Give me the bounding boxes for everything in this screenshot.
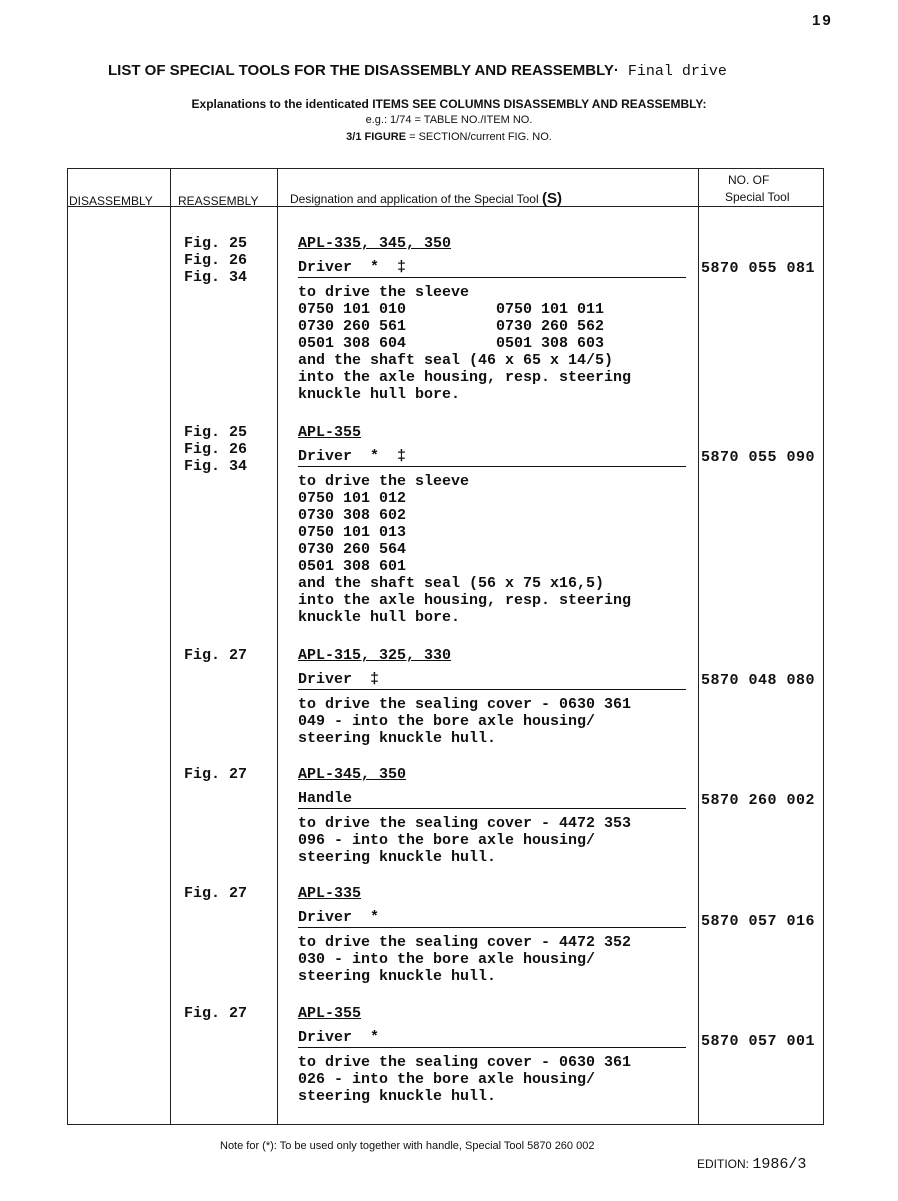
row-1-tool: Driver * ‡ [298,259,686,278]
explanation-figure-meaning: = SECTION/current FIG. NO. [406,131,552,143]
header-disassembly: DISASSEMBLY [69,194,153,208]
row-5-description: to drive the sealing cover - 4472 352 030 - into the bore axle housing/ steering knuckle hull. [298,934,632,985]
row-5-tool-number: 5870 057 016 [701,913,816,930]
row-4-tool-number: 5870 260 002 [701,792,816,809]
header-number-line1: NO. OF [728,173,770,187]
explanation-line-1: Explanations to the identicated ITEMS SEE COLUMNS DISASSEMBLY AND REASSEMBLY: [191,97,707,111]
row-6-entry [298,1005,686,1105]
row-6-tool-number: 5870 057 001 [701,1033,816,1050]
row-5-tool: Driver * [298,909,686,928]
row-3-figures: Fig. 27 [184,647,248,664]
explanation-line-2 [0,114,898,126]
row-2-tool: Driver * ‡ [298,448,686,467]
column-divider [170,169,171,1124]
row-1-tool-number: 5870 055 081 [701,260,816,277]
header-reassembly: REASSEMBLY [178,194,259,208]
row-1-entry [298,235,686,403]
column-divider [698,169,699,1124]
row-2-description: to drive the sleeve 0750 101 012 0730 308 602 0750 101 013 0730 260 564 0501 308 601 and the shaft seal (56 x 75 x16,5) into the axle housing, resp. steering knuckle hull bore. [298,473,632,626]
row-6-figures: Fig. 27 [184,1005,248,1022]
edition [697,1156,806,1173]
title-main: LIST OF SPECIAL TOOLS FOR THE DISASSEMBLY AND REASSEMBLY· [108,62,619,79]
special-tools-table [67,168,824,1125]
row-4-figures: Fig. 27 [184,766,248,783]
footnote: Note for (*): To be used only together with handle, Special Tool 5870 260 002 [220,1140,595,1152]
edition-label: EDITION: [697,1157,753,1171]
row-3-tool-number: 5870 048 080 [701,672,816,689]
explanation-figure: 3/1 FIGURE [346,131,407,143]
row-3-description: to drive the sealing cover - 0630 361 049 - into the bore axle housing/ steering knuckle hull. [298,696,632,747]
row-2-tool-number: 5870 055 090 [701,449,816,466]
page-number: 19 [812,12,833,29]
row-1-model: APL-335, 345, 350 [298,235,452,252]
row-5-entry [298,885,686,985]
row-3-tool: Driver ‡ [298,671,686,690]
row-2-model: APL-355 [298,424,362,441]
title-subtitle: Final drive [618,63,727,80]
row-6-description: to drive the sealing cover - 0630 361 026 - into the bore axle housing/ steering knuckle hull. [298,1054,632,1105]
row-4-entry [298,766,686,866]
header-designation-symbol: (S) [541,190,562,207]
header-designation [290,190,562,207]
row-2-figures: Fig. 25 Fig. 26 Fig. 34 [184,424,248,475]
row-3-model: APL-315, 325, 330 [298,647,452,664]
page-title [108,62,727,80]
row-6-tool: Driver * [298,1029,686,1048]
row-6-model: APL-355 [298,1005,362,1022]
edition-year: 1986/3 [752,1156,807,1173]
row-1-description: to drive the sleeve 0750 101 010 0750 101 011 0730 260 561 0730 260 562 0501 308 604 0501 308 603 and the shaft seal (46 x 65 x 14/5) into the axle housing, resp. steering knuckle hull bore. [298,284,632,403]
row-4-tool: Handle [298,790,686,809]
row-3-entry [298,647,686,747]
explanation-example-meaning: = TABLE NO./ITEM NO. [411,114,533,126]
row-1-figures: Fig. 25 Fig. 26 Fig. 34 [184,235,248,286]
header-designation-text: Designation and application of the Special Tool [290,192,539,206]
explanation-line-3 [0,131,898,143]
row-2-entry [298,424,686,626]
row-4-description: to drive the sealing cover - 4472 353 096 - into the bore axle housing/ steering knuckle hull. [298,815,632,866]
row-5-figures: Fig. 27 [184,885,248,902]
row-5-model: APL-335 [298,885,362,902]
column-divider [277,169,278,1124]
row-4-model: APL-345, 350 [298,766,407,783]
explanation-example: e.g.: 1/74 [365,114,412,126]
header-number-line2: Special Tool [725,190,790,204]
